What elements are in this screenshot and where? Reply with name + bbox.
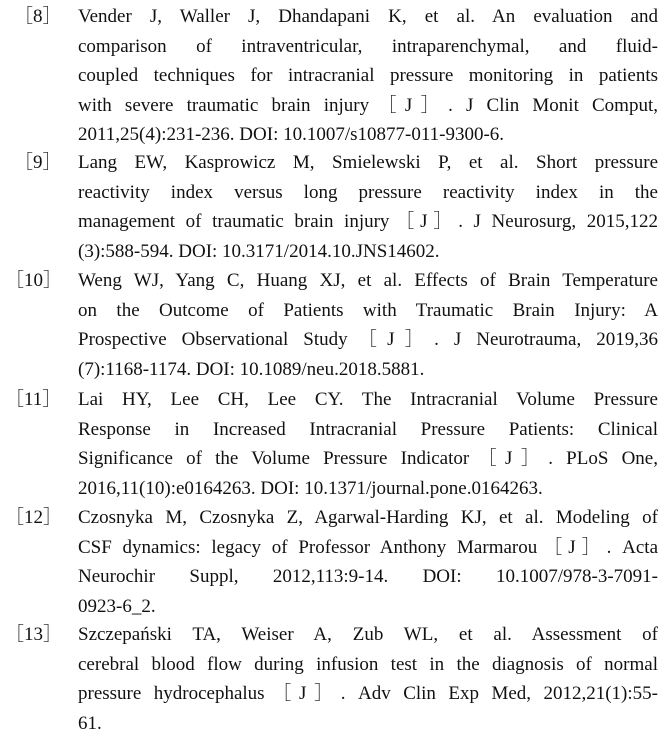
- reference-line: Neurochir Suppl, 2012,113:9-14. DOI: 10.1007/978-3-7091-: [78, 566, 658, 588]
- reference-number: ［10］: [5, 270, 63, 291]
- reference-line: Weng WJ, Yang C, Huang XJ, et al. Effects of Brain Temperature: [78, 270, 658, 291]
- reference-line: cerebral blood flow during infusion test in the diagnosis of normal: [78, 653, 658, 675]
- reference-line: (7):1168-1174. DOI: 10.1089/neu.2018.5881.: [78, 358, 425, 380]
- reference-line: Response in Increased Intracranial Pressure Patients: Clinical: [78, 418, 658, 440]
- reference-line: Prospective Observational Study［J］. J Neurotrauma, 2019,36: [78, 329, 658, 351]
- reference-text: [78, 148, 658, 266]
- reference-number: ［9］: [14, 152, 62, 173]
- reference-line: with severe traumatic brain injury［J］. J Clin Monit Comput,: [78, 94, 658, 116]
- reference-number: ［13］: [5, 624, 63, 645]
- reference-line: Significance of the Volume Pressure Indicator［J］. PLoS One,: [78, 448, 658, 470]
- reference-text: [78, 2, 658, 150]
- reference-line: (3):588-594. DOI: 10.3171/2014.10.JNS14602.: [78, 240, 440, 262]
- reference-number: ［12］: [5, 507, 63, 528]
- reference-line: pressure hydrocephalus［J］. Adv Clin Exp Med, 2012,21(1):55-: [78, 683, 658, 705]
- reference-text: [78, 266, 658, 384]
- reference-line: Szczepański TA, Weiser A, Zub WL, et al. Assessment of: [78, 624, 658, 645]
- reference-line: comparison of intraventricular, intraparenchymal, and fluid-: [78, 35, 658, 57]
- reference-line: management of traumatic brain injury［J］. J Neurosurg, 2015,122: [78, 211, 658, 233]
- reference-line: 61.: [78, 712, 102, 734]
- reference-number: ［11］: [5, 389, 62, 410]
- reference-line: CSF dynamics: legacy of Professor Anthony Marmarou［J］. Acta: [78, 536, 658, 558]
- reference-line: 0923-6_2.: [78, 595, 156, 617]
- reference-line: Czosnyka M, Czosnyka Z, Agarwal-Harding KJ, et al. Modeling of: [78, 507, 658, 528]
- reference-line: Lai HY, Lee CH, Lee CY. The Intracranial Volume Pressure: [78, 389, 658, 410]
- reference-line: on the Outcome of Patients with Traumatic Brain Injury: A: [78, 299, 658, 321]
- reference-line: Lang EW, Kasprowicz M, Smielewski P, et al. Short pressure: [78, 152, 658, 173]
- reference-text: [78, 503, 658, 621]
- reference-line: reactivity index versus long pressure reactivity index in the: [78, 181, 658, 203]
- reference-text: [78, 385, 658, 503]
- reference-line: 2016,11(10):e0164263. DOI: 10.1371/journal.pone.0164263.: [78, 477, 543, 499]
- reference-number: ［8］: [14, 6, 62, 27]
- reference-text: [78, 620, 658, 738]
- reference-line: Vender J, Waller J, Dhandapani K, et al. An evaluation and: [78, 6, 658, 27]
- reference-line: coupled techniques for intracranial pressure monitoring in patients: [78, 65, 658, 87]
- reference-line: 2011,25(4):231-236. DOI: 10.1007/s10877-011-9300-6.: [78, 124, 505, 146]
